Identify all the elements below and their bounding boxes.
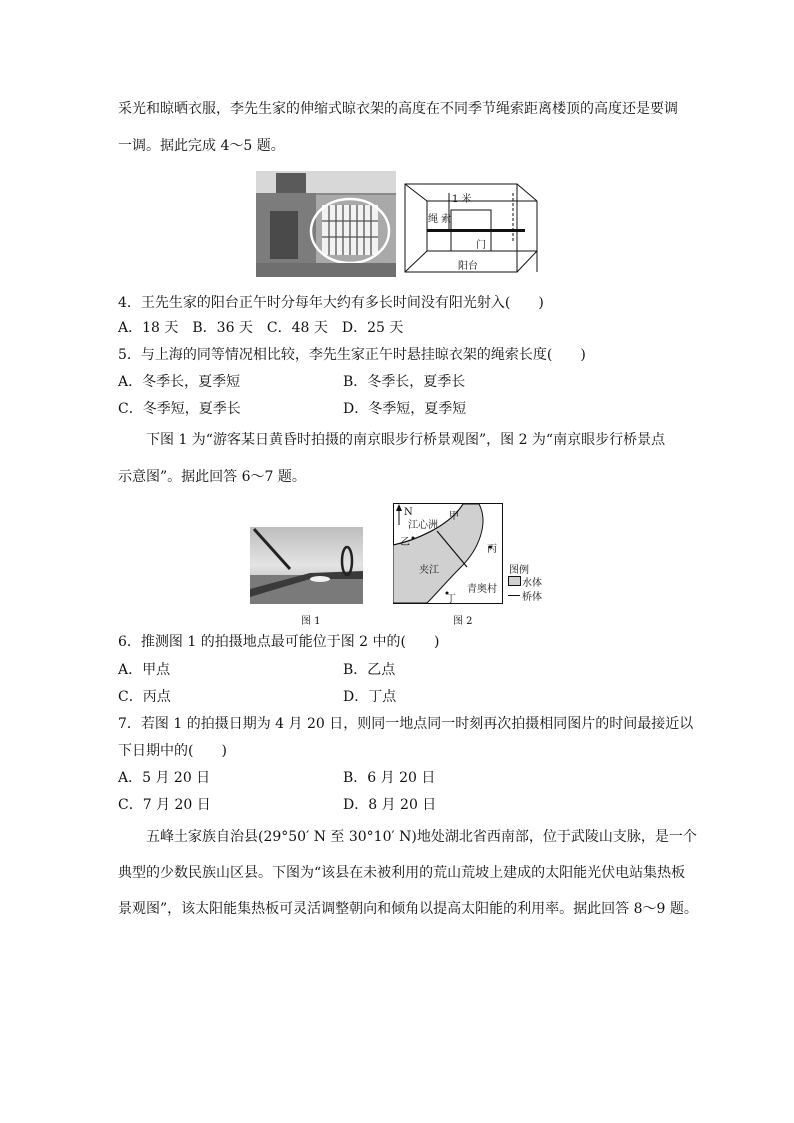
q5-option-a: A．冬季长，夏季短 [118,374,241,390]
map-point-jia: 甲 [449,511,459,522]
label-rope-1: 绳 [428,214,438,225]
figure-1-caption: 图 1 [301,616,321,627]
building-photo [256,171,396,277]
q4-stem: 4．王先生家的阳台正午时分每年大约有多长时间没有阳光射入( ) [118,295,544,311]
intro3-line-1: 五峰土家族自治县(29°50′ N 至 30°10′ N)地处湖北省西南部，位于武陵山支脉，是一个 [146,829,697,845]
map-point-bing: 丙 [487,544,497,555]
label-rope-2: 索 [441,214,451,225]
map-point-ding: 丁 [446,594,456,605]
q7-option-c: C．7 月 20 日 [118,797,211,813]
legend-title: 图例 [509,565,529,576]
q7-option-d: D．8 月 20 日 [343,797,437,813]
legend-bridge-line [508,595,520,596]
intro-line-1: 采光和晾晒衣服，李先生家的伸缩式晾衣架的高度在不同季节绳索距离楼顶的高度还是要调 [118,101,678,117]
q6-option-a: A．甲点 [118,662,171,678]
q7-stem-line-2: 下日期中的( ) [118,743,227,759]
intro2-line-2: 示意图”。据此回答 6～7 题。 [118,469,306,485]
nanjing-eye-map [393,503,503,604]
legend-water-swatch [508,576,521,586]
intro2-line-1: 下图 1 为“游客某日黄昏时拍摄的南京眼步行桥景观图”，图 2 为“南京眼步行桥景点 [146,432,666,448]
legend-bridge-label: 桥体 [522,592,542,603]
intro3-line-2: 典型的少数民族山区县。下图为“该县在未被利用的荒山荒坡上建成的太阳能光伏电站集热板 [118,865,686,881]
intro-line-2: 一调。据此完成 4～5 题。 [118,138,285,154]
q5-option-d: D．冬季短，夏季短 [343,401,467,417]
bridge-photo [250,527,363,604]
q6-option-c: C．丙点 [118,689,171,705]
map-north-label: N [404,507,413,518]
legend-water-label: 水体 [522,578,542,589]
q6-option-d: D．丁点 [343,689,397,705]
q4-options: A．18 天 B．36 天 C．48 天 D．25 天 [118,320,404,336]
label-door: 门 [476,240,486,251]
map-point-yi: 乙 [400,537,410,548]
map-label-jiajiang: 夹江 [419,565,439,576]
q7-option-b: B．6 月 20 日 [343,770,436,786]
label-1-meter: 1 米 [452,194,472,205]
intro3-line-3: 景观图”，该太阳能集热板可灵活调整朝向和倾角以提高太阳能的利用率。据此回答 8～9 题。 [118,901,698,917]
figure-2-caption: 图 2 [453,616,473,627]
map-label-jiangxinzhou: 江心洲 [408,520,438,531]
q5-stem: 5．与上海的同等情况相比较，李先生家正午时悬挂晾衣架的绳索长度( ) [118,347,586,363]
label-balcony: 阳台 [458,261,478,272]
q7-option-a: A．5 月 20 日 [118,770,211,786]
q5-option-c: C．冬季短，夏季长 [118,401,241,417]
q6-stem: 6．推测图 1 的拍摄地点最可能位于图 2 中的( ) [118,634,440,650]
q7-stem-line-1: 7．若图 1 的拍摄日期为 4 月 20 日，则同一地点同一时刻再次拍摄相同图片的时间最接近以 [118,716,694,732]
q6-option-b: B．乙点 [343,662,396,678]
balcony-diagram [400,181,544,277]
map-label-qingaocun: 青奥村 [467,584,497,595]
q5-option-b: B．冬季长，夏季长 [343,374,466,390]
